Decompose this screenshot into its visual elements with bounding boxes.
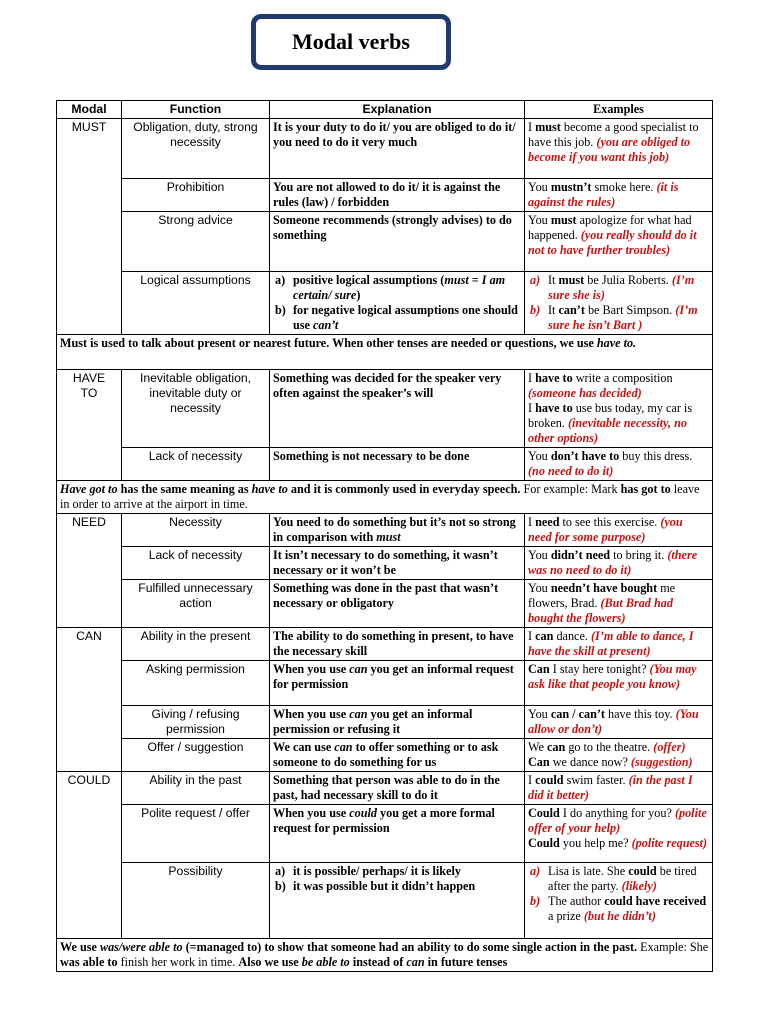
explanation-cell: a) positive logical assumptions (must = I am certain/ sure) b) for negative logical assumptions one should use can’t <box>270 272 525 335</box>
header-function: Function <box>122 101 270 119</box>
explanation-cell: We can use can to offer something or to ask someone to do something for us <box>270 739 525 772</box>
page-title: Modal verbs <box>292 29 410 54</box>
table-row <box>57 448 713 481</box>
function-cell: Possibility <box>122 863 270 939</box>
table-row <box>57 212 713 272</box>
example-cell: a) Lisa is late. She could be tired after the party. (likely) b) The author could have received a prize (but he didn’t) <box>525 863 713 939</box>
explanation-cell: a) it is possible/ perhaps/ it is likely b) it was possible but it didn’t happen <box>270 863 525 939</box>
table-row <box>57 863 713 939</box>
table-row <box>57 706 713 739</box>
example-cell: You must apologize for what had happened. (you really should do it not to have further troubles) <box>525 212 713 272</box>
table-row <box>57 119 713 179</box>
explanation-cell: When you use could you get a more formal request for permission <box>270 805 525 863</box>
function-cell: Strong advice <box>122 212 270 272</box>
function-cell: Lack of necessity <box>122 547 270 580</box>
example-cell: You can / can’t have this toy. (You allow or don’t) <box>525 706 713 739</box>
explanation-cell: You need to do something but it’s not so strong in comparison with must <box>270 514 525 547</box>
could-note: We use was/were able to (=managed to) to show that someone had an ability to do some single action in the past. Example: She was able to finish her work in time. Also we use be able to instead of can in future tenses <box>57 939 713 972</box>
function-cell: Logical assumptions <box>122 272 270 335</box>
page-title-box <box>251 14 451 70</box>
table-row <box>57 739 713 772</box>
note-row <box>57 335 713 370</box>
modal-verbs-table <box>56 100 713 972</box>
table-row <box>57 772 713 805</box>
function-cell: Ability in the past <box>122 772 270 805</box>
table-row <box>57 547 713 580</box>
example-cell: Can I stay here tonight? (You may ask like that people you know) <box>525 661 713 706</box>
example-cell: You mustn’t smoke here. (it is against the rules) <box>525 179 713 212</box>
table-row <box>57 514 713 547</box>
explanation-cell: Something was done in the past that wasn’t necessary or obligatory <box>270 580 525 628</box>
example-cell: I need to see this exercise. (you need for some purpose) <box>525 514 713 547</box>
function-cell: Inevitable obligation, inevitable duty or necessity <box>122 370 270 448</box>
explanation-cell: It isn’t necessary to do something, it wasn’t necessary or it won’t be <box>270 547 525 580</box>
header-examples: Examples <box>525 101 713 119</box>
example-cell: I could swim faster. (in the past I did it better) <box>525 772 713 805</box>
explanation-cell: Someone recommends (strongly advises) to do something <box>270 212 525 272</box>
function-cell: Giving / refusing permission <box>122 706 270 739</box>
explanation-cell: The ability to do something in present, to have the necessary skill <box>270 628 525 661</box>
table-row <box>57 580 713 628</box>
table-row <box>57 661 713 706</box>
table-header-row <box>57 101 713 119</box>
modal-could: COULD <box>57 772 122 939</box>
explanation-cell: When you use can you get an informal request for permission <box>270 661 525 706</box>
function-cell: Prohibition <box>122 179 270 212</box>
function-cell: Fulfilled unnecessary action <box>122 580 270 628</box>
note-row <box>57 939 713 972</box>
header-modal: Modal <box>57 101 122 119</box>
example-cell: You needn’t have bought me flowers, Brad. (But Brad had bought the flowers) <box>525 580 713 628</box>
function-cell: Polite request / offer <box>122 805 270 863</box>
example-cell: a) It must be Julia Roberts. (I’m sure she is) b) It can’t be Bart Simpson. (I’m sure he isn’t Bart ) <box>525 272 713 335</box>
explanation-cell: It is your duty to do it/ you are obliged to do it/ you need to do it very much <box>270 119 525 179</box>
function-cell: Offer / suggestion <box>122 739 270 772</box>
function-cell: Asking permission <box>122 661 270 706</box>
explanation-cell: You are not allowed to do it/ it is against the rules (law) / forbidden <box>270 179 525 212</box>
have-to-note: Have got to has the same meaning as have to and it is commonly used in everyday speech. For example: Mark has got to leave in order to arrive at the airport in time. <box>57 481 713 514</box>
example-cell: I must become a good specialist to have this job. (you are obliged to become if you want this job) <box>525 119 713 179</box>
example-cell: You don’t have to buy this dress. (no need to do it) <box>525 448 713 481</box>
example-cell: We can go to the theatre. (offer) Can we dance now? (suggestion) <box>525 739 713 772</box>
must-note: Must is used to talk about present or nearest future. When other tenses are needed or questions, we use have to. <box>57 335 713 370</box>
example-cell: I have to write a composition (someone has decided) I have to use bus today, my car is broken. (inevitable necessity, no other options) <box>525 370 713 448</box>
explanation-cell: Something was decided for the speaker very often against the speaker’s will <box>270 370 525 448</box>
table-row <box>57 272 713 335</box>
function-cell: Necessity <box>122 514 270 547</box>
function-cell: Lack of necessity <box>122 448 270 481</box>
example-cell: You didn’t need to bring it. (there was no need to do it) <box>525 547 713 580</box>
explanation-cell: When you use can you get an informal permission or refusing it <box>270 706 525 739</box>
function-cell: Ability in the present <box>122 628 270 661</box>
table-row <box>57 628 713 661</box>
modal-must: MUST <box>57 119 122 335</box>
header-explanation: Explanation <box>270 101 525 119</box>
example-cell: I can dance. (I’m able to dance, I have the skill at present) <box>525 628 713 661</box>
table-row <box>57 805 713 863</box>
function-cell: Obligation, duty, strong necessity <box>122 119 270 179</box>
explanation-cell: Something is not necessary to be done <box>270 448 525 481</box>
modal-have-to: HAVE TO <box>57 370 122 481</box>
table-row <box>57 179 713 212</box>
table-row <box>57 370 713 448</box>
note-row <box>57 481 713 514</box>
explanation-cell: Something that person was able to do in the past, had necessary skill to do it <box>270 772 525 805</box>
modal-can: CAN <box>57 628 122 772</box>
modal-need: NEED <box>57 514 122 628</box>
example-cell: Could I do anything for you? (polite offer of your help) Could you help me? (polite request) <box>525 805 713 863</box>
